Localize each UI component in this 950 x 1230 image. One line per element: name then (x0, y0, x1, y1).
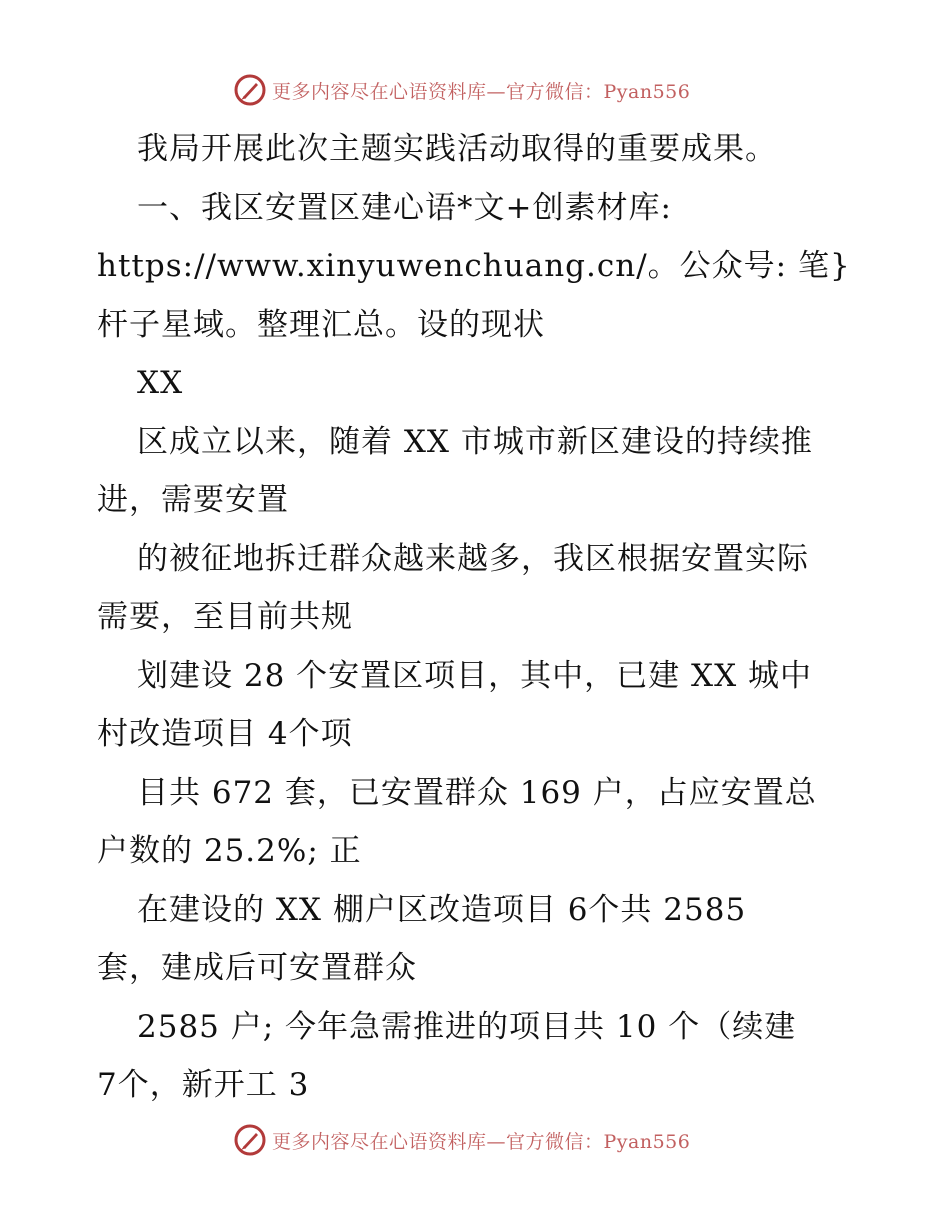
text-line: 户数的 25.2%; 正 (97, 833, 362, 869)
text-line: 2585 户; 今年急需推进的项目共 10 个（续建 (137, 1008, 797, 1045)
text-line: 划建设 28 个安置区项目，其中，已建 XX 城中 (137, 657, 812, 694)
document-body (97, 124, 857, 1119)
quill-logo-icon (234, 1124, 266, 1156)
text-line: 进，需要安置 (97, 482, 289, 518)
footer-banner (0, 1122, 950, 1158)
text-line: https://www.xinyuwenchuang.cn/。公众号: 笔} (97, 248, 851, 284)
text-line: 区成立以来，随着 XX 市城市新区建设的持续推 (137, 423, 813, 460)
text-line: 在建设的 XX 棚户区改造项目 6个共 2585 (137, 891, 747, 928)
text-line: 的被征地拆迁群众越来越多，我区根据安置实际 (137, 540, 809, 577)
text-line: 一、我区安置区建心语*文+创素材库: (137, 189, 672, 226)
quill-logo-icon (234, 74, 266, 106)
banner-text: 更多内容尽在心语资料库—官方微信：Pyan556 (272, 1130, 691, 1153)
header-banner (0, 72, 950, 108)
banner-text: 更多内容尽在心语资料库—官方微信：Pyan556 (272, 80, 691, 103)
text-line: 需要，至目前共规 (97, 599, 353, 635)
text-line: 村改造项目 4个项 (97, 716, 353, 752)
text-line: 杆子星域。整理汇总。设的现状 (97, 306, 545, 343)
text-line: 我局开展此次主题实践活动取得的重要成果。 (137, 131, 777, 167)
text-line: 目共 672 套，已安置群众 169 户，占应安置总 (137, 774, 817, 811)
text-line: 套，建成后可安置群众 (97, 950, 417, 986)
text-line: 7个，新开工 3 (97, 1067, 310, 1103)
text-line: XX (137, 365, 184, 401)
